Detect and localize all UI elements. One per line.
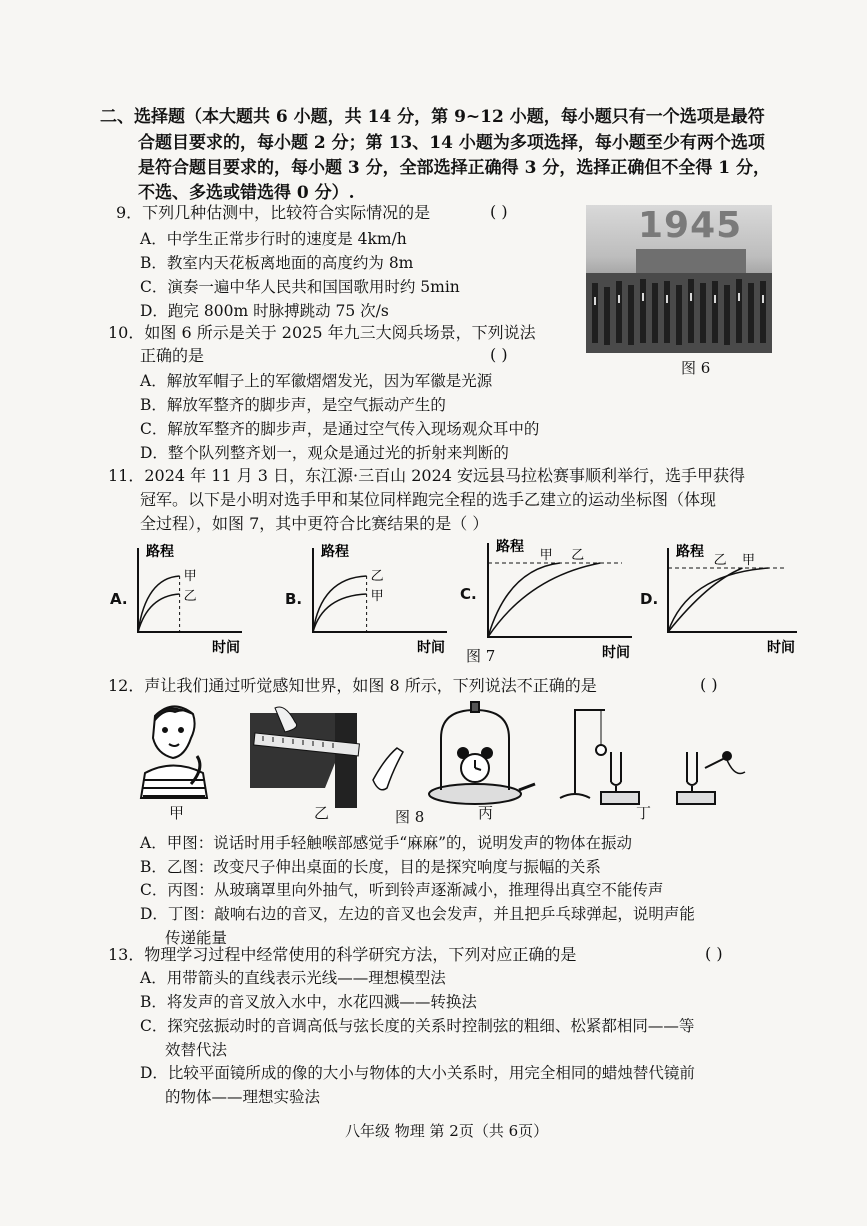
fig7-axis-y-1: 路程 <box>146 544 174 560</box>
fig7-axis-y-4: 路程 <box>676 544 704 560</box>
fig7-curve-lower-1 <box>138 594 180 632</box>
fig7-curve-slow-4 <box>668 568 743 632</box>
fig7-curve-lower-2 <box>313 594 367 632</box>
fig7-curve-upper-1 <box>138 576 180 632</box>
photo-year-text: 1945 <box>638 205 743 246</box>
fig7-graph-4 <box>662 540 837 660</box>
fig7-curve-upper-2 <box>313 576 367 632</box>
q9-option-b: B．教室内天花板离地面的高度约为 8m <box>140 254 414 272</box>
fig6-caption: 图 6 <box>681 359 711 377</box>
q13-option-d-cont: 的物体——理想实验法 <box>165 1088 321 1106</box>
section-header-line-3: 是符合题目要求的，每小题 3 分，全部选择正确得 3 分，选择正确但不全得 1 分， <box>138 158 770 178</box>
q13-option-d: D．比较平面镜所成的像的大小与物体的大小关系时，用完全相同的蜡烛替代镜前 <box>140 1064 695 1082</box>
q11-stem-line-2: 冠军。以下是小明对选手甲和某位同样跑完全程的选手乙建立的运动坐标图（体现 <box>140 490 717 509</box>
q10-option-c: C．解放军整齐的脚步声，是通过空气传入现场观众耳中的 <box>140 420 540 438</box>
parade-photo <box>586 205 772 353</box>
fig7-axis-x-4: 时间 <box>767 640 795 656</box>
q10-option-d: D．整个队列整齐划一，观众是通过光的折射来判断的 <box>140 444 509 462</box>
q9-option-d: D．跑完 800m 时脉搏跳动 75 次/s <box>140 302 389 320</box>
fig7-curve-fast-4 <box>668 568 769 632</box>
q12-answer-paren: ( ) <box>700 675 718 694</box>
section-header-line-2: 合题目要求的，每小题 2 分；第 13、14 小题为多项选择，每小题至少有两个选项 <box>138 133 765 153</box>
fig8-label-jia: 甲 <box>169 804 185 822</box>
fig8-label-yi: 乙 <box>314 804 330 822</box>
q10-option-b: B．解放军整齐的脚步声，是空气振动产生的 <box>140 396 446 414</box>
q10-answer-paren: ( ) <box>490 345 508 364</box>
photo-soldiers <box>586 273 772 353</box>
q13-option-b: B．将发声的音叉放入水中，水花四溅——转换法 <box>140 993 477 1011</box>
fig8-tuning-fork-figure <box>560 710 745 804</box>
q12-option-b: B．乙图：改变尺子伸出桌面的长度，目的是探究响度与振幅的关系 <box>140 858 601 876</box>
fig7-curve1-label-2: 乙 <box>370 569 384 584</box>
q10-option-a: A．解放军帽子上的军徽熠熠发光，因为军徽是光源 <box>140 372 493 390</box>
fig8-illustrations <box>135 698 785 823</box>
q11-stem-line-1: 11．2024 年 11 月 3 日，东江源·三百山 2024 安远县马拉松赛事顺利举行，选手甲获得 <box>108 466 746 485</box>
q9-answer-paren: ( ) <box>490 202 508 221</box>
fig7-axis-x-3: 时间 <box>602 645 630 661</box>
q12-option-d-cont: 传递能量 <box>165 929 228 947</box>
section-header-line-4: 不选、多选或错选得 0 分）. <box>138 183 355 203</box>
page-footer: 八年级 物理 第 2页（共 6页） <box>345 1122 549 1140</box>
fig7-graph-label-1: A. <box>110 590 128 608</box>
fig7-axes-3 <box>488 543 632 637</box>
q12-option-c: C．丙图：从玻璃罩里向外抽气，听到铃声逐渐减小，推理得出真空不能传声 <box>140 881 664 899</box>
q12-stem: 12．声让我们通过听觉感知世界，如图 8 所示，下列说法不正确的是 <box>108 676 597 695</box>
q9-stem: 9．下列几种估测中，比较符合实际情况的是 <box>116 203 431 222</box>
fig8-person-figure <box>141 706 207 798</box>
q12-option-a: A．甲图：说话时用手轻触喉部感觉手“麻麻”的，说明发声的物体在振动 <box>140 834 633 852</box>
fig8-label-bing: 丙 <box>478 804 494 822</box>
q11-stem-line-3: 全过程），如图 7，其中更符合比赛结果的是（ ） <box>140 514 489 533</box>
fig7-curve2-label-2: 甲 <box>370 589 384 604</box>
q9-option-a: A．中学生正常步行时的速度是 4km/h <box>140 230 407 248</box>
fig7-curve1-label-1: 甲 <box>183 569 197 584</box>
fig7-axis-x-1: 时间 <box>212 640 240 656</box>
fig8-bell-jar-figure <box>429 702 535 804</box>
fig7-graph-1 <box>132 540 282 660</box>
fig7-axis-y-3: 路程 <box>496 539 524 555</box>
q10-stem-line-2: 正确的是 <box>140 346 205 365</box>
fig7-graph-label-2: B. <box>285 590 303 608</box>
q13-option-c-cont: 效替代法 <box>165 1041 228 1059</box>
fig7-curve-fast-3 <box>488 563 560 637</box>
fig7-curve2-label-3: 乙 <box>571 548 585 563</box>
fig8-ruler-figure <box>250 707 403 808</box>
fig7-axis-x-2: 时间 <box>417 640 445 656</box>
fig7-caption: 图 7 <box>466 647 496 665</box>
fig7-axes-4 <box>668 548 797 632</box>
q13-answer-paren: ( ) <box>705 944 723 963</box>
fig8-label-ding: 丁 <box>636 804 652 822</box>
fig7-curve1-label-3: 甲 <box>539 548 553 563</box>
q9-option-c: C．演奏一遍中华人民共和国国歌用时约 5min <box>140 278 460 296</box>
q13-stem: 13．物理学习过程中经常使用的科学研究方法，下列对应正确的是 <box>108 945 577 964</box>
fig7-graph-label-3: C. <box>460 585 477 603</box>
fig7-curve2-label-4: 甲 <box>741 553 755 568</box>
fig8-caption: 图 8 <box>395 808 425 826</box>
fig7-axis-y-2: 路程 <box>321 544 349 560</box>
q13-option-a: A．用带箭头的直线表示光线——理想模型法 <box>140 969 446 987</box>
fig7-curve2-label-1: 乙 <box>183 589 197 604</box>
q12-option-d: D．丁图：敲响右边的音叉，左边的音叉也会发声，并且把乒乓球弹起，说明声能 <box>140 905 695 923</box>
section-header-line-1: 二、选择题（本大题共 6 小题，共 14 分，第 9~12 小题，每小题只有一个选项是最符 <box>100 107 765 127</box>
q13-option-c: C．探究弦振动时的音调高低与弦长度的关系时控制弦的粗细、松紧都相同——等 <box>140 1017 695 1035</box>
fig7-curve1-label-4: 乙 <box>713 553 727 568</box>
fig7-graph-label-4: D. <box>640 590 659 608</box>
q10-stem-line-1: 10．如图 6 所示是关于 2025 年九三大阅兵场景，下列说法 <box>108 323 536 342</box>
